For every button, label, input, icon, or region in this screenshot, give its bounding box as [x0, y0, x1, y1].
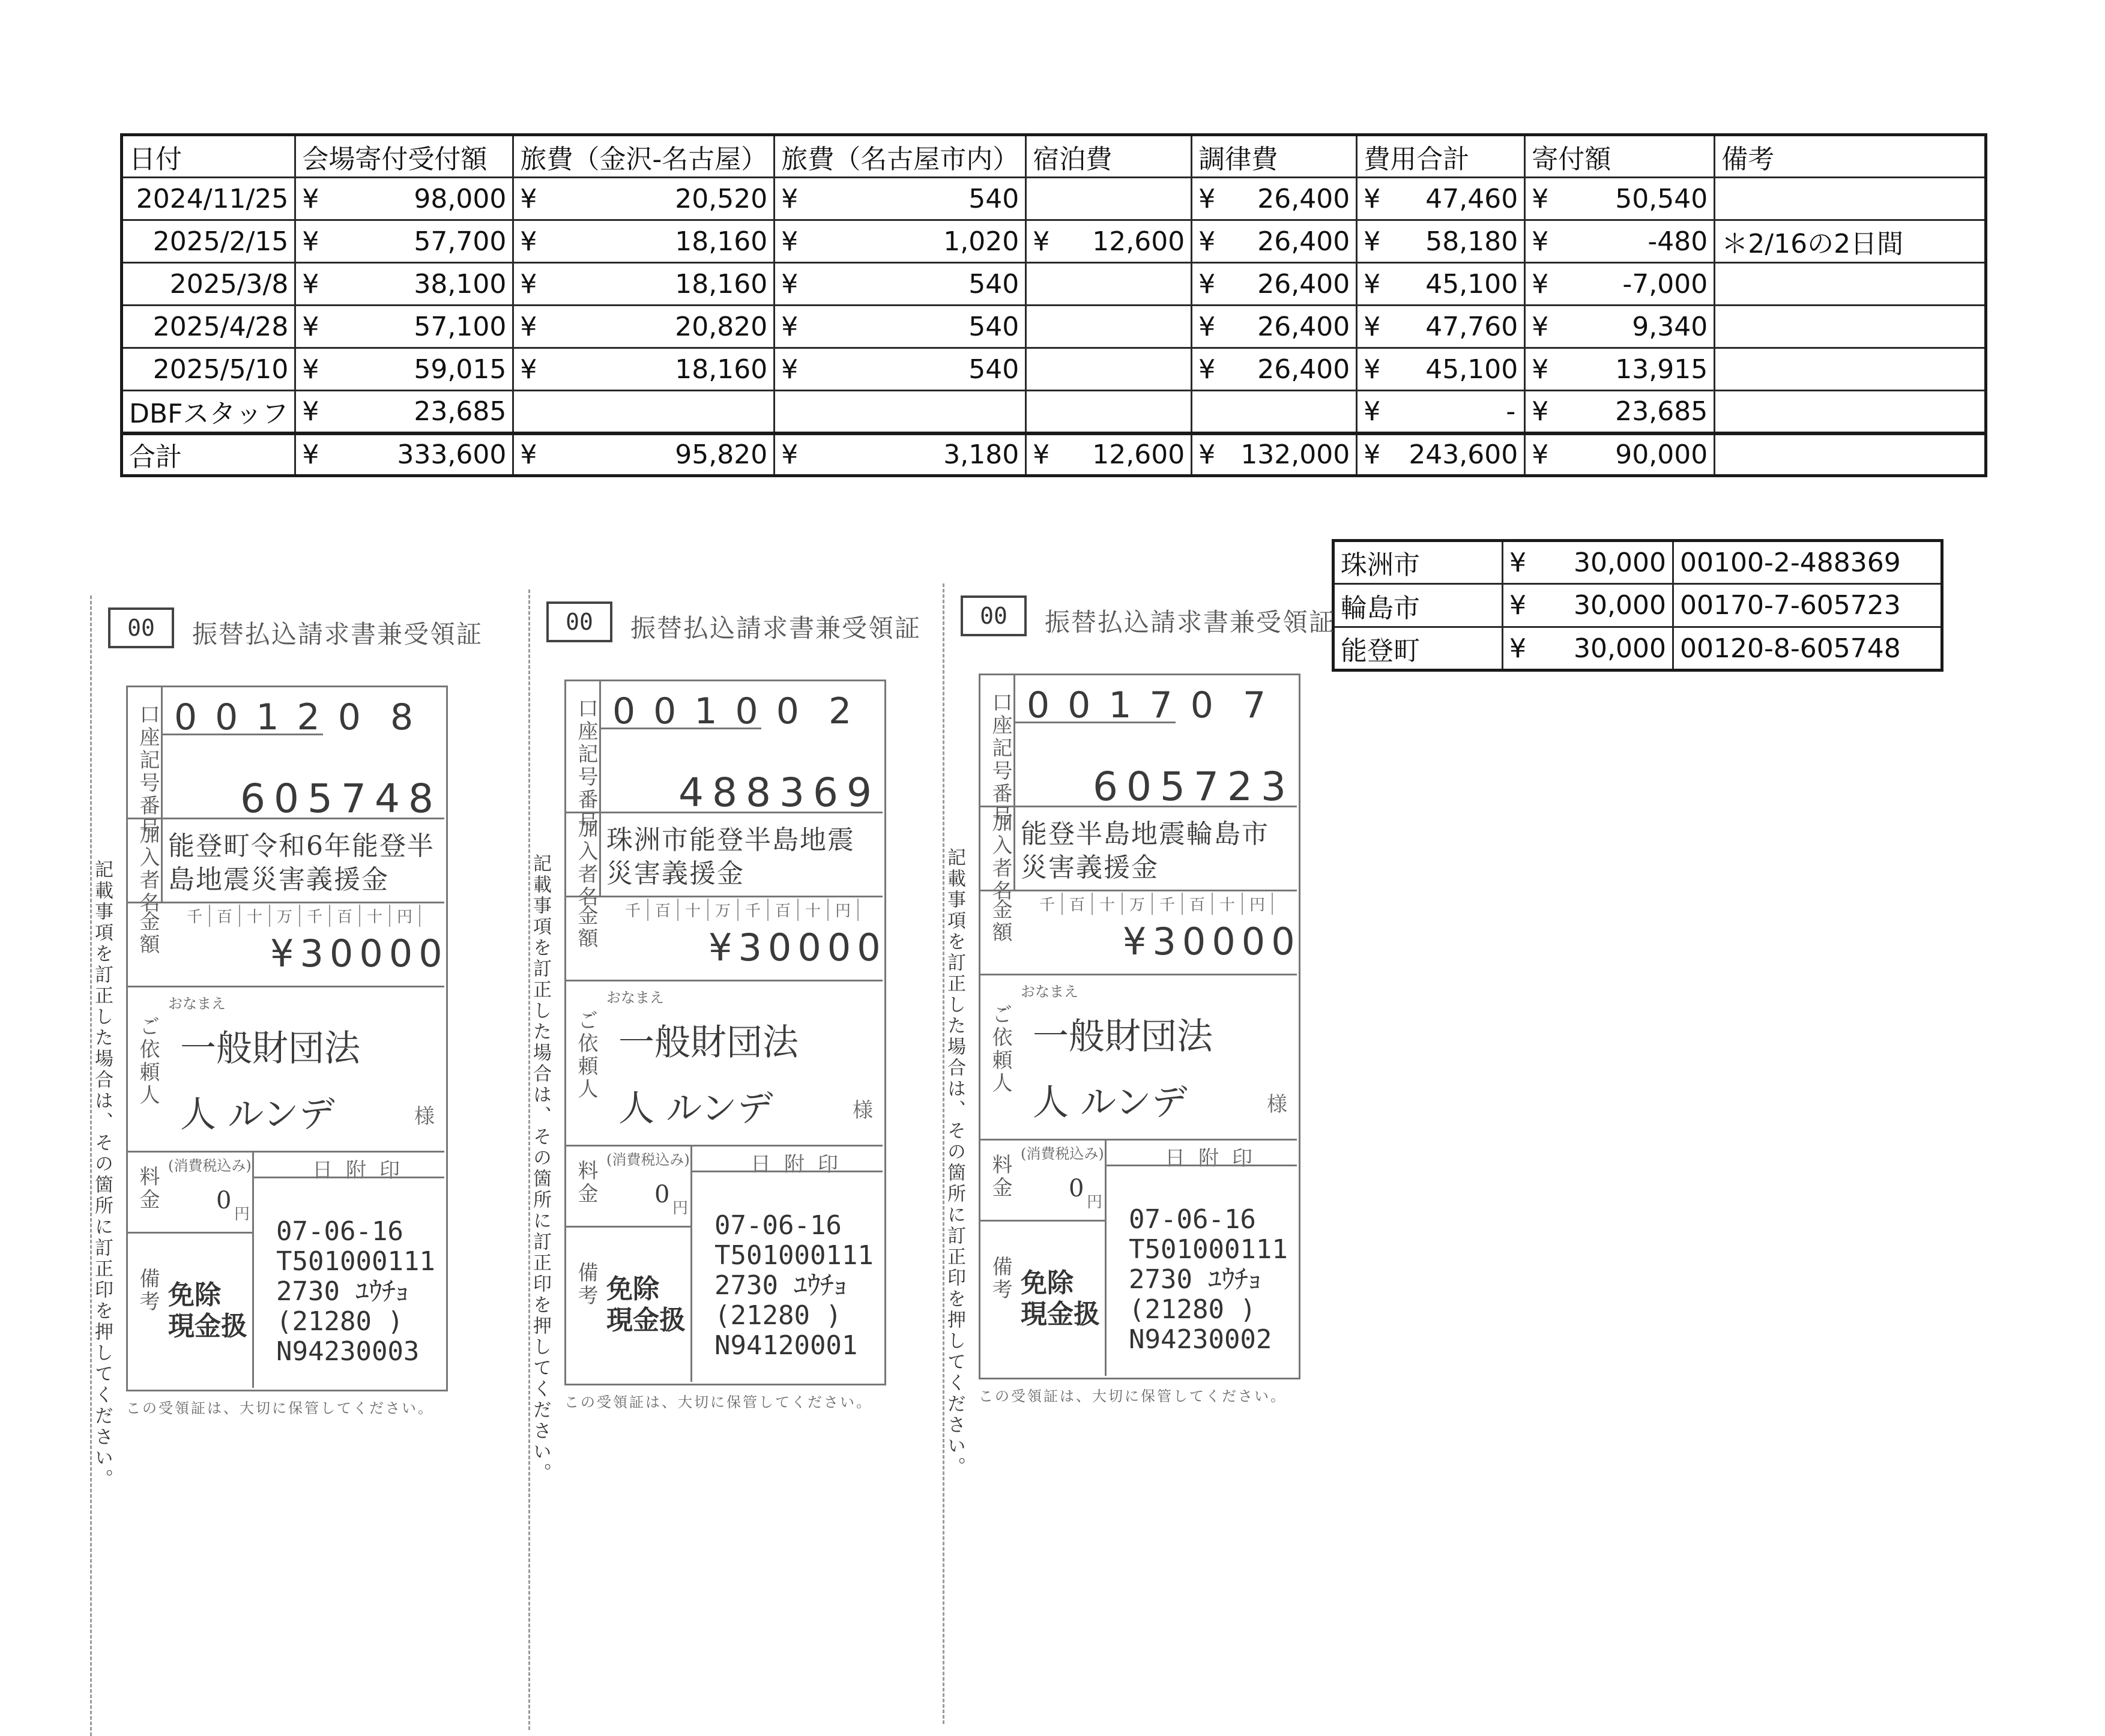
yen-sign: ¥: [1532, 183, 1549, 214]
note-cell: [1715, 263, 1986, 306]
yen-sign: ¥: [1198, 183, 1216, 214]
amount-value: 57,700: [414, 226, 507, 257]
recipient-amount: 30,000: [1563, 627, 1673, 671]
header-cell: 宿泊費: [1026, 135, 1192, 178]
account-holder-name: 珠洲市能登半島地震災害義援金: [606, 825, 855, 889]
amount-value: 95,820: [675, 439, 768, 470]
slip-title: 振替払込請求書兼受領証: [1045, 607, 1336, 637]
lodging-cell: [1026, 263, 1192, 306]
account-holder-name: 能登町令和6年能登半島地震災害義援金: [168, 831, 435, 895]
yen-sign: ¥: [302, 396, 319, 427]
amount-value: 26,400: [1257, 226, 1350, 257]
yen-sign: ¥: [1532, 354, 1549, 385]
amount-value: 13,915: [1615, 354, 1708, 385]
account-check-digit: 8: [390, 696, 432, 738]
recipient-amount: 30,000: [1563, 541, 1673, 584]
lodging-cell: [1026, 178, 1192, 220]
remarks-label: 備考: [574, 1262, 598, 1307]
account-number: 00170-7-605723: [1673, 584, 1942, 627]
yen-sign: ¥: [1364, 311, 1381, 342]
amount-value: 18,160: [675, 354, 768, 385]
account-label: 口座記号番号: [136, 704, 160, 840]
exempt-label: 免除: [1021, 1268, 1074, 1298]
yen-sign: ¥: [1364, 268, 1381, 300]
amount-value: 540: [968, 311, 1019, 342]
yen-sign: ¥: [1503, 627, 1563, 671]
yen-sign: ¥: [1198, 354, 1216, 385]
tuning-cell: [1192, 220, 1357, 263]
amount-value: 26,400: [1257, 354, 1350, 385]
fee-label: 料金: [136, 1166, 160, 1211]
lodging-cell: [1026, 433, 1192, 476]
donation-cell: [1525, 306, 1715, 348]
donation-cell: [1525, 348, 1715, 391]
amount-unit-row: 千 百 十 万 千 百 十 円: [1033, 893, 1273, 915]
exempt-label: 免除: [606, 1274, 659, 1304]
remarks-label: 備考: [988, 1256, 1012, 1301]
total-cost-cell: [1357, 263, 1525, 306]
yen-unit: 円: [672, 1199, 689, 1217]
yen-sign: ¥: [1198, 226, 1216, 257]
amount-value: 1,020: [943, 226, 1019, 257]
requester-label: ご依頼人: [988, 1004, 1012, 1095]
amount-value: 540: [968, 354, 1019, 385]
account-label: 口座記号番号: [574, 698, 598, 834]
keep-receipt-note: この受領証は、大切に保管してください。: [564, 1394, 872, 1411]
yen-sign: ¥: [1364, 439, 1381, 470]
note-cell: [1715, 178, 1986, 220]
yen-sign: ¥: [781, 183, 799, 214]
requester-name: 一般財団法人 ルンデ: [180, 1028, 360, 1136]
amount-value: 12,600: [1092, 226, 1185, 257]
tuning-cell: [1192, 178, 1357, 220]
header-cell: 日付: [122, 135, 295, 178]
travel-kn-cell: [513, 391, 775, 433]
yen-sign: ¥: [1532, 226, 1549, 257]
date-cell: 2024/11/25: [122, 178, 295, 220]
yen-sign: ¥: [302, 268, 319, 300]
slip-title: 振替払込請求書兼受領証: [192, 619, 483, 649]
amount-value: 132,000: [1240, 439, 1350, 470]
amount-value: 333,600: [397, 439, 507, 470]
amount-value: 57,100: [414, 311, 507, 342]
keep-receipt-note: この受領証は、大切に保管してください。: [979, 1388, 1287, 1405]
lodging-cell: [1026, 391, 1192, 433]
amount-value: 98,000: [414, 183, 507, 214]
recipient-row: [1333, 584, 1942, 627]
travel-kn-cell: [513, 306, 775, 348]
account-holder-name: 能登半島地震輪島市災害義援金: [1021, 819, 1269, 883]
venue-cell: [295, 220, 513, 263]
amount-value: -: [1506, 396, 1516, 427]
venue-cell: [295, 391, 513, 433]
account-number: 605748: [240, 776, 442, 822]
recipient-name: 輪島市: [1333, 584, 1503, 627]
account-prefix: 00100: [612, 690, 817, 732]
amount-value: 59,015: [414, 354, 507, 385]
holder-label: 加入者名: [574, 818, 598, 909]
lodging-cell: [1026, 306, 1192, 348]
yen-sign: ¥: [781, 354, 799, 385]
yen-sign: ¥: [520, 311, 537, 342]
yen-sign: ¥: [302, 354, 319, 385]
yen-sign: ¥: [302, 439, 319, 470]
account-prefix: 00120: [174, 696, 379, 738]
donation-cell: [1525, 433, 1715, 476]
note-cell: [1715, 391, 1986, 433]
requester-name: 一般財団法人 ルンデ: [1033, 1016, 1213, 1124]
date-cell: 2025/2/15: [122, 220, 295, 263]
fee-value: 0: [216, 1187, 232, 1214]
yen-sign: ¥: [1364, 354, 1381, 385]
tax-label: (消費税込み): [606, 1151, 690, 1168]
amount-value: 3,180: [943, 439, 1019, 470]
travel-city-cell: [775, 306, 1026, 348]
amount-value: 47,460: [1425, 183, 1518, 214]
yen-sign: ¥: [781, 226, 799, 257]
note-cell: [1715, 433, 1986, 476]
amount-value: 18,160: [675, 268, 768, 300]
amount-label: 金額: [574, 905, 598, 950]
amount-value: 243,600: [1409, 439, 1518, 470]
yen-sign: ¥: [1198, 268, 1216, 300]
travel-city-cell: [775, 178, 1026, 220]
amount-value: 18,160: [675, 226, 768, 257]
yen-sign: ¥: [781, 268, 799, 300]
venue-cell: [295, 178, 513, 220]
yen-sign: ¥: [520, 439, 537, 470]
yen-unit: 円: [234, 1205, 250, 1223]
table-row: [122, 306, 1986, 348]
amount-value: 26,400: [1257, 183, 1350, 214]
travel-city-cell: [775, 391, 1026, 433]
amount-value: -7,000: [1622, 268, 1708, 300]
correction-note: 記載事項を訂正した場合は、その箇所に訂正印を押してください。: [91, 860, 113, 1490]
note-cell: ＊2/16の2日間: [1715, 220, 1986, 263]
yen-sign: ¥: [1503, 541, 1563, 584]
fee-label: 料金: [574, 1160, 598, 1205]
total-cost-cell: [1357, 433, 1525, 476]
table-header-row: [122, 135, 1986, 178]
yen-sign: ¥: [1033, 226, 1050, 257]
post-office-date-stamp: 07-06-16 T501000111 2730 ﾕｳﾁｮ (21280 ) N94120001: [714, 1210, 874, 1361]
total-cost-cell: [1357, 306, 1525, 348]
correction-note: 記載事項を訂正した場合は、その箇所に訂正印を押してください。: [944, 848, 965, 1478]
yen-sign: ¥: [1532, 396, 1549, 427]
amount-value: 9,340: [1632, 311, 1708, 342]
slip-title: 振替払込請求書兼受領証: [630, 613, 922, 643]
venue-cell: [295, 433, 513, 476]
amount-unit-row: 千 百 十 万 千 百 十 円: [618, 899, 859, 921]
amount-unit-row: 千 百 十 万 千 百 十 円: [180, 905, 420, 927]
yen-sign: ¥: [1364, 226, 1381, 257]
fee-label: 料金: [988, 1154, 1012, 1199]
header-cell: 費用合計: [1357, 135, 1525, 178]
yen-sign: ¥: [781, 311, 799, 342]
venue-cell: [295, 306, 513, 348]
table-row: [122, 178, 1986, 220]
amount-value: ¥30000: [270, 932, 448, 975]
holder-label: 加入者名: [136, 824, 160, 915]
header-cell: 旅費（名古屋市内）: [775, 135, 1026, 178]
fee-value: 0: [1069, 1175, 1084, 1202]
account-check-digit: 7: [1243, 684, 1284, 726]
post-office-date-stamp: 07-06-16 T501000111 2730 ﾕｳﾁｮ (21280 ) N94230003: [276, 1216, 435, 1367]
account-check-digit: 2: [829, 690, 870, 732]
recipient-row: [1333, 541, 1942, 584]
venue-cell: [295, 348, 513, 391]
travel-kn-cell: [513, 433, 775, 476]
amount-value: 23,685: [414, 396, 507, 427]
travel-city-cell: [775, 220, 1026, 263]
yen-sign: ¥: [520, 354, 537, 385]
yen-sign: ¥: [781, 439, 799, 470]
yen-sign: ¥: [520, 226, 537, 257]
yen-sign: ¥: [520, 183, 537, 214]
travel-kn-cell: [513, 220, 775, 263]
date-cell: 2025/5/10: [122, 348, 295, 391]
total-cost-cell: [1357, 391, 1525, 433]
tax-label: (消費税込み): [168, 1157, 252, 1174]
yen-sign: ¥: [1033, 439, 1050, 470]
donation-summary-table: [120, 133, 1987, 477]
onamae-label: おなまえ: [606, 989, 664, 1006]
amount-value: 23,685: [1615, 396, 1708, 427]
donation-cell: [1525, 263, 1715, 306]
amount-value: 540: [968, 183, 1019, 214]
amount-value: 38,100: [414, 268, 507, 300]
sama-label: 様: [853, 1099, 873, 1123]
amount-value: 20,820: [675, 311, 768, 342]
date-cell: 2025/4/28: [122, 306, 295, 348]
recipient-name: 能登町: [1333, 627, 1503, 671]
onamae-label: おなまえ: [1021, 983, 1078, 1000]
yen-sign: ¥: [1532, 311, 1549, 342]
tuning-cell: [1192, 391, 1357, 433]
requester-label: ご依頼人: [574, 1010, 598, 1101]
correction-note: 記載事項を訂正した場合は、その箇所に訂正印を押してください。: [530, 854, 551, 1484]
date-stamp-label: 日附印: [750, 1153, 851, 1177]
note-cell: [1715, 306, 1986, 348]
remarks-label: 備考: [136, 1268, 160, 1313]
tuning-cell: [1192, 306, 1357, 348]
yen-sign: ¥: [302, 311, 319, 342]
amount-value: 20,520: [675, 183, 768, 214]
date-stamp-label: 日附印: [1165, 1147, 1266, 1171]
recipient-row: [1333, 627, 1942, 671]
slip-code-box: 00: [961, 595, 1027, 636]
tuning-cell: [1192, 348, 1357, 391]
slip-code-box: 00: [108, 607, 174, 648]
account-number: 00120-8-605748: [1673, 627, 1942, 671]
table-row: [122, 348, 1986, 391]
amount-value: -480: [1647, 226, 1708, 257]
requester-name: 一般財団法人 ルンデ: [618, 1022, 799, 1130]
travel-city-cell: [775, 433, 1026, 476]
amount-value: 90,000: [1615, 439, 1708, 470]
tuning-cell: [1192, 263, 1357, 306]
post-office-date-stamp: 07-06-16 T501000111 2730 ﾕｳﾁｮ (21280 ) N94230002: [1129, 1204, 1288, 1355]
holder-label: 加入者名: [988, 812, 1012, 903]
table-row: [122, 220, 1986, 263]
sama-label: 様: [414, 1105, 435, 1129]
tuning-cell: [1192, 433, 1357, 476]
amount-value: 26,400: [1257, 311, 1350, 342]
amount-label: 金額: [988, 899, 1012, 944]
yen-unit: 円: [1087, 1193, 1103, 1211]
travel-kn-cell: [513, 348, 775, 391]
yen-sign: ¥: [1364, 183, 1381, 214]
header-cell: 会場寄付受付額: [295, 135, 513, 178]
total-label: 合計: [122, 433, 295, 476]
lodging-cell: [1026, 220, 1192, 263]
cash-label: 現金扱: [168, 1311, 247, 1342]
requester-label: ご依頼人: [136, 1016, 160, 1107]
date-cell: DBFスタッフ: [122, 391, 295, 433]
travel-kn-cell: [513, 178, 775, 220]
recipients-table: [1332, 539, 1943, 672]
header-cell: 寄付額: [1525, 135, 1715, 178]
lodging-cell: [1026, 348, 1192, 391]
yen-sign: ¥: [1532, 439, 1549, 470]
recipient-amount: 30,000: [1563, 584, 1673, 627]
note-cell: [1715, 348, 1986, 391]
amount-value: 45,100: [1425, 268, 1518, 300]
travel-kn-cell: [513, 263, 775, 306]
transfer-receipt-slip: [90, 595, 486, 1736]
amount-value: 45,100: [1425, 354, 1518, 385]
transfer-receipt-slip: [943, 583, 1339, 1724]
account-label: 口座記号番号: [988, 692, 1012, 828]
sama-label: 様: [1267, 1093, 1287, 1117]
tax-label: (消費税込み): [1021, 1145, 1104, 1162]
cash-label: 現金扱: [606, 1305, 686, 1336]
yen-sign: ¥: [302, 183, 319, 214]
table-row: [122, 391, 1986, 433]
table-total-row: [122, 433, 1986, 476]
total-cost-cell: [1357, 178, 1525, 220]
yen-sign: ¥: [302, 226, 319, 257]
account-number: 488369: [678, 770, 880, 816]
yen-sign: ¥: [1198, 311, 1216, 342]
amount-value: 47,760: [1425, 311, 1518, 342]
transfer-receipt-slip: [528, 589, 925, 1730]
yen-sign: ¥: [1364, 396, 1381, 427]
amount-value: ¥30000: [708, 926, 887, 969]
account-number: 00100-2-488369: [1673, 541, 1942, 584]
keep-receipt-note: この受領証は、大切に保管してください。: [126, 1400, 434, 1417]
travel-city-cell: [775, 263, 1026, 306]
donation-cell: [1525, 178, 1715, 220]
header-cell: 旅費（金沢-名古屋）: [513, 135, 775, 178]
venue-cell: [295, 263, 513, 306]
header-cell: 備考: [1715, 135, 1986, 178]
donation-cell: [1525, 220, 1715, 263]
amount-value: 58,180: [1425, 226, 1518, 257]
recipient-name: 珠洲市: [1333, 541, 1503, 584]
cash-label: 現金扱: [1021, 1299, 1100, 1330]
yen-sign: ¥: [1198, 439, 1216, 470]
total-cost-cell: [1357, 220, 1525, 263]
yen-sign: ¥: [1532, 268, 1549, 300]
account-number: 605723: [1093, 764, 1294, 810]
donation-cell: [1525, 391, 1715, 433]
account-prefix: 00170: [1027, 684, 1231, 726]
fee-value: 0: [654, 1181, 670, 1208]
total-cost-cell: [1357, 348, 1525, 391]
exempt-label: 免除: [168, 1280, 221, 1310]
amount-value: 540: [968, 268, 1019, 300]
amount-value: 26,400: [1257, 268, 1350, 300]
date-stamp-label: 日附印: [312, 1159, 413, 1183]
yen-sign: ¥: [1503, 584, 1563, 627]
amount-value: 50,540: [1615, 183, 1708, 214]
amount-label: 金額: [136, 911, 160, 956]
date-cell: 2025/3/8: [122, 263, 295, 306]
header-cell: 調律費: [1192, 135, 1357, 178]
amount-value: ¥30000: [1123, 920, 1301, 963]
travel-city-cell: [775, 348, 1026, 391]
amount-value: 12,600: [1092, 439, 1185, 470]
slip-code-box: 00: [546, 601, 612, 642]
table-row: [122, 263, 1986, 306]
yen-sign: ¥: [520, 268, 537, 300]
onamae-label: おなまえ: [168, 995, 226, 1012]
